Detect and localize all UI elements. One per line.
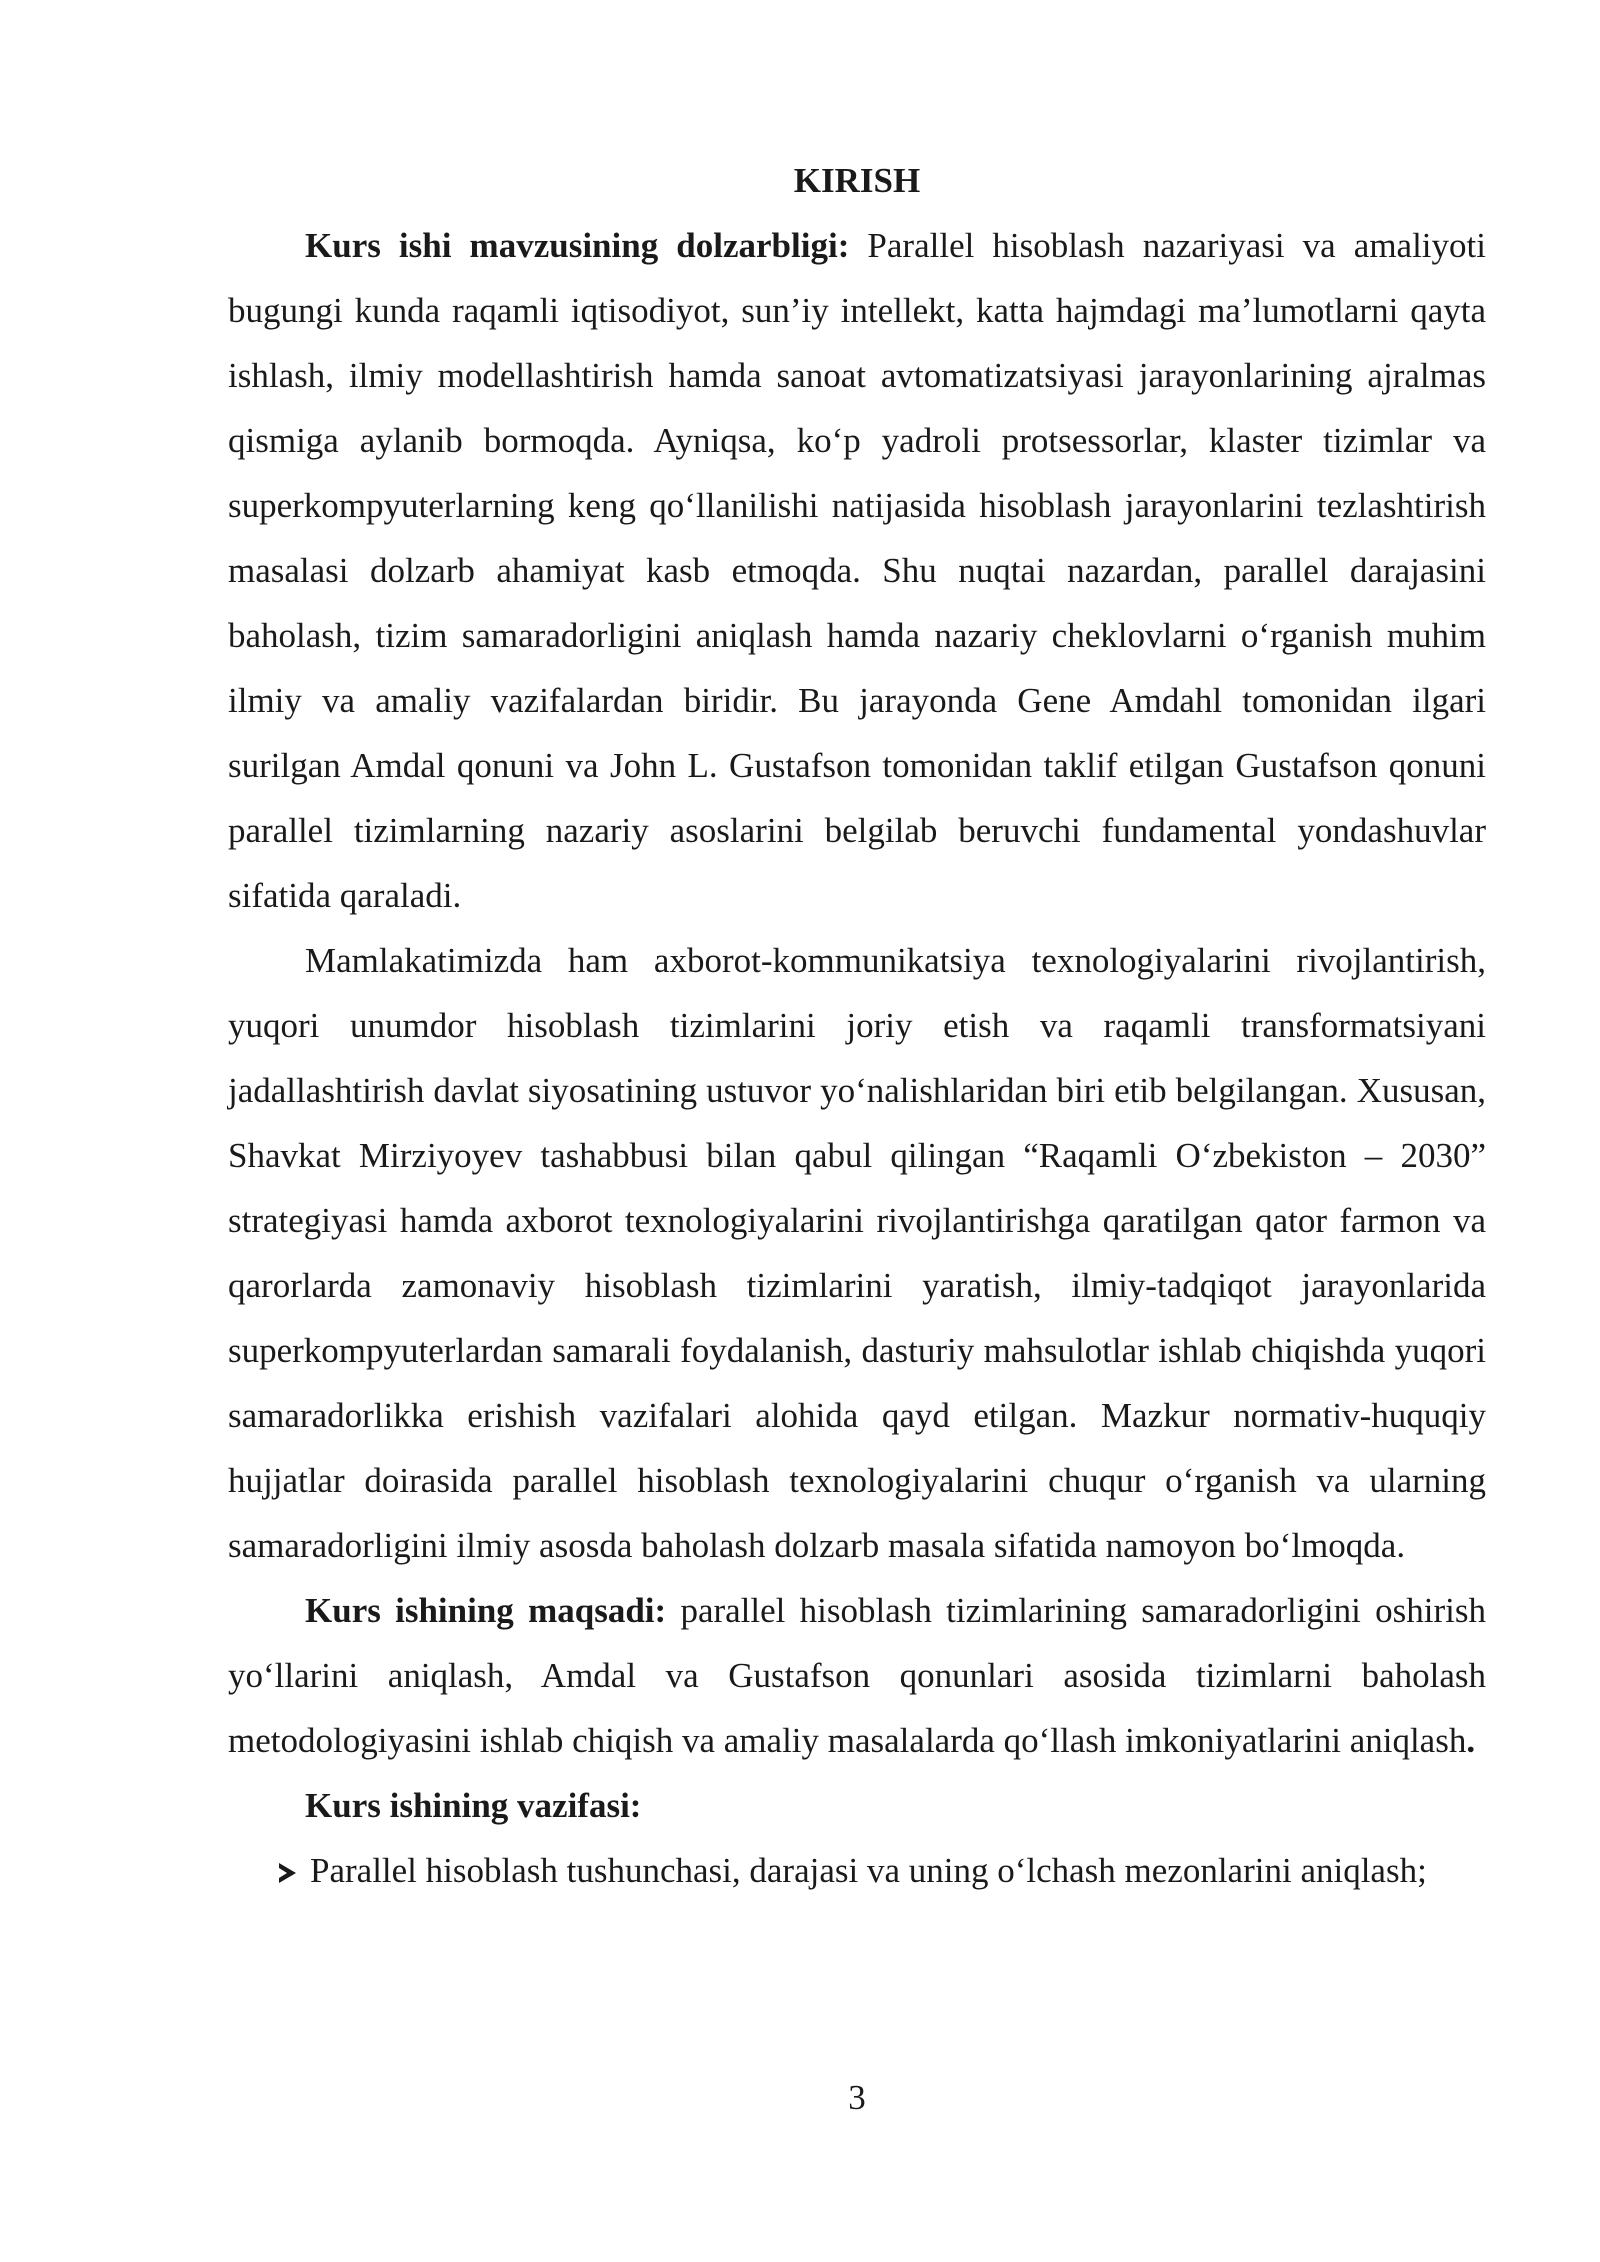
section-title: KIRISH: [793, 161, 921, 200]
task-item-text: Parallel hisoblash tushunchasi, darajasi va uning o‘lchash mezonlarini aniqlash;: [310, 1851, 1427, 1890]
policy-paragraph: Mamlakatimizda ham axborot-kommunikatsiya texnologiyalarini rivojlantirish, yuqori unumdor hisoblash tizimlarini joriy etish va raqamli transformatsiyani jadallashtirish davlat siyosatining ustuvor yo‘nalishlaridan biri etib belgilangan. Xususan, Shavkat Mirziyoyev tashabbusi bilan qabul qilingan “Raqamli O‘zbekiston – 2030” strategiyasi hamda axborot texnologiyalarini rivojlantirishga qaratilgan qator farmon va qarorlarda zamonaviy hisoblash tizimlarini yaratish, ilmiy-tadqiqot jarayonlarida superkompyuterlardan samarali foydalanish, dasturiy mahsulotlar ishlab chiqishda yuqori samaradorlikka erishish vazifalari alohida qayd etilgan. Mazkur normativ-huquqiy hujjatlar doirasida parallel hisoblash texnologiyalarini chuqur o‘rganish va ularning samaradorligini ilmiy asosda baholash dolzarb masala sifatida namoyon bo‘lmoqda.: [228, 941, 1486, 1565]
goal-text: parallel hisoblash tizimlarining samaradorligini oshirish yo‘llarini aniqlash, Amdal va Gustafson qonunlari asosida tizimlarni baholash metodologiyasini ishlab chiqish va amaliy masalalarda qo‘llash imkoniyatlarini aniqlash: [228, 1591, 1486, 1760]
intro-label: Kurs ishi mavzusining dolzarbligi:: [305, 226, 850, 265]
intro-paragraph: [228, 213, 1486, 928]
task-item: [228, 1838, 1486, 1903]
page-content: [228, 148, 1486, 1903]
goal-paragraph: [228, 1578, 1486, 1773]
intro-text: Parallel hisoblash nazariyasi va amaliyoti bugungi kunda raqamli iqtisodiyot, sun’iy intellekt, katta hajmdagi ma’lumotlarni qayta ishlash, ilmiy modellashtirish hamda sanoat avtomatizatsiyasi jarayonlarining ajralmas qismiga aylanib bormoqda. Ayniqsa, ko‘p yadroli protsessorlar, klaster tizimlar va superkompyuterlarning keng qo‘llanilishi natijasida hisoblash jarayonlarini tezlashtirish masalasi dolzarb ahamiyat kasb etmoqda. Shu nuqtai nazardan, parallel darajasini baholash, tizim samaradorligini aniqlash hamda nazariy cheklovlarni o‘rganish muhim ilmiy va amaliy vazifalardan biridir. Bu jarayonda Gene Amdahl tomonidan ilgari surilgan Amdal qonuni va John L. Gustafson tomonidan taklif etilgan Gustafson qonuni parallel tizimlarning nazariy asoslarini belgilab beruvchi fundamental yondashuvlar sifatida qaraladi.: [228, 226, 1486, 915]
tasks-heading: Kurs ishining vazifasi:: [305, 1786, 642, 1825]
goal-label: Kurs ishining maqsadi:: [305, 1591, 667, 1630]
page-number: 3: [848, 2078, 866, 2117]
arrowhead-bullet-icon: [279, 1863, 296, 1883]
goal-end: .: [1466, 1721, 1476, 1760]
